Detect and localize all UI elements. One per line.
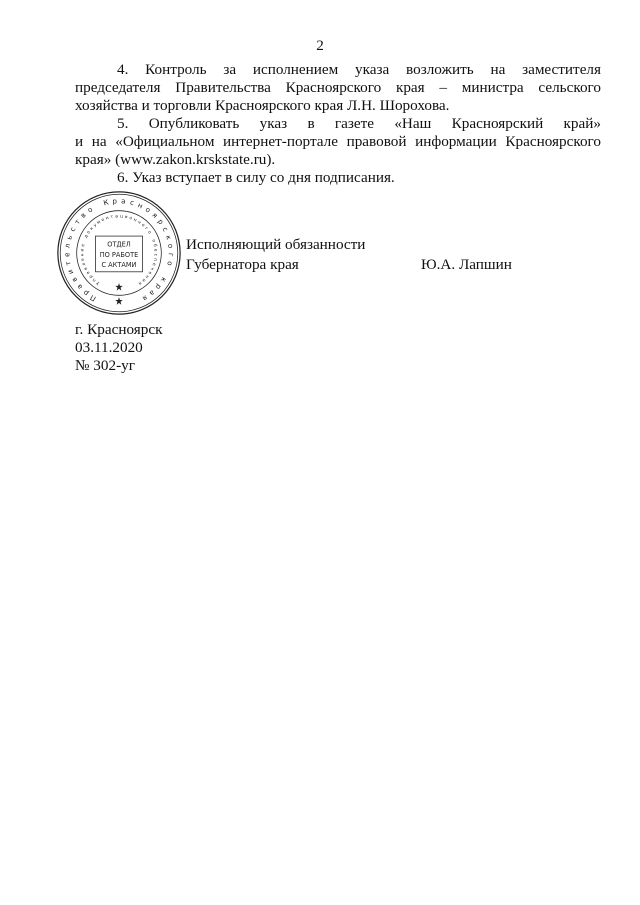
stamp-ring-letter: с: [67, 225, 78, 233]
official-stamp: [56, 190, 182, 316]
stamp-ring-letter: е: [150, 262, 157, 267]
stamp-star-icon: [115, 297, 123, 305]
stamp-ring-letter: ь: [64, 234, 75, 241]
stamp-ring-letter: т: [72, 217, 83, 227]
stamp-ring-letter: с: [152, 253, 158, 257]
stamp-ring-letter: ц: [119, 214, 123, 220]
stamp-ring-letter: ч: [148, 266, 155, 271]
stamp-ring-letter: о: [140, 222, 146, 229]
stamp-ring-letter: л: [81, 261, 88, 267]
stamp-center-line-3: С АКТАМИ: [101, 261, 137, 270]
stamp-ring-letter: е: [152, 248, 158, 252]
stamp-ring-letter: К: [102, 197, 110, 208]
paragraph-5-line-1: 5. Опубликовать указ в газете «Наш Красноярский край»: [117, 115, 601, 132]
stamp-ring-letter: д: [83, 234, 90, 240]
stamp-ring-letter: я: [150, 210, 160, 220]
stamp-ring-letter: н: [136, 219, 142, 226]
stamp-ring-letter: е: [62, 252, 72, 258]
stamp-ring-letter: р: [155, 217, 166, 227]
document-date: 03.11.2020: [75, 339, 143, 356]
stamp-ring-letter: р: [153, 282, 164, 292]
document-number: № 302-уг: [75, 357, 135, 374]
stamp-ring-letter: У: [95, 279, 101, 286]
paragraph-4-line-1: 4. Контроль за исполнением указа возложить на заместителя: [117, 61, 601, 78]
stamp-ring-letter: к: [163, 233, 174, 241]
stamp-ring-letter: е: [100, 217, 106, 224]
stamp-ring-letter: м: [96, 219, 102, 226]
stamp-ring-letter: я: [141, 293, 150, 304]
stamp-ring-letter: о: [146, 230, 152, 236]
stamp-ring-letter: о: [165, 243, 176, 249]
stamp-ring-letter: я: [137, 279, 143, 286]
paragraph-5-line-2: и на «Официальном интернет-портале правовой информации Красноярского: [75, 133, 601, 150]
stamp-ring-letter: п: [91, 276, 98, 283]
paragraph-4-line-3: хозяйства и торговли Красноярского края Л.Н. Шорохова.: [75, 97, 450, 114]
stamp-ring-letter: л: [62, 243, 73, 249]
stamp-center-line-1: ОТДЕЛ: [107, 240, 131, 249]
stamp-ring-letter: а: [147, 288, 157, 299]
stamp-ring-letter: в: [69, 275, 80, 284]
stamp-ring-letter: у: [92, 222, 98, 229]
stamp-ring-letter: г: [166, 252, 176, 257]
stamp-ring-letter: а: [120, 196, 126, 206]
stamp-ring-letter: в: [78, 210, 88, 220]
stamp-ring-letter: н: [136, 200, 145, 211]
page-number: 2: [316, 37, 324, 54]
signatory-title-line-1: Исполняющий обязанности: [186, 236, 366, 253]
signatory-name: Ю.А. Лапшин: [421, 256, 512, 273]
stamp-ring-letter: о: [143, 204, 153, 215]
stamp-ring-letter: П: [88, 292, 98, 304]
stamp-ring-letter: р: [81, 288, 91, 299]
stamp-ring-letter: и: [65, 268, 76, 276]
stamp-ring-letter: р: [88, 273, 95, 279]
stamp-center-line-2: ПО РАБОТЕ: [99, 250, 139, 259]
stamp-ring-letter: о: [85, 204, 95, 215]
stamp-ring-letter: о: [86, 230, 92, 236]
stamp-ring-letter: а: [115, 214, 119, 220]
paragraph-6-line-1: 6. Указ вступает в силу со дня подписания.: [117, 169, 395, 186]
stamp-ring-letter: с: [129, 197, 136, 208]
stamp-ring-letter: и: [80, 248, 86, 252]
stamp-ring-letter: р: [111, 196, 118, 206]
stamp-ring-letter: т: [63, 260, 73, 267]
paragraph-5-line-3: края» (www.zakon.krskstate.ru).: [75, 151, 276, 168]
stamp-ring-letter: с: [160, 225, 171, 233]
stamp-ring-letter: н: [143, 273, 150, 279]
stamp-ring-letter: е: [80, 243, 87, 248]
stamp-ring-letter: о: [150, 238, 156, 244]
stamp-ring-letter: а: [85, 270, 92, 275]
stamp-ring-letter: а: [74, 282, 85, 292]
stamp-ring-letter: и: [124, 214, 128, 221]
paragraph-4-line-2: председателя Правительства Красноярского края – министра сельского: [75, 79, 601, 96]
signatory-title-line-2: Губернатора края: [186, 256, 299, 273]
stamp-ring-letter: е: [146, 270, 153, 275]
stamp-ring-letter: в: [83, 266, 90, 271]
stamp-ring-letter: и: [140, 276, 147, 283]
city: г. Красноярск: [75, 321, 163, 338]
stamp-ring-letter: т: [110, 214, 114, 221]
stamp-ring-letter: г: [143, 226, 149, 232]
stamp-ring-letter: н: [105, 215, 110, 222]
stamp-ring-letter: п: [151, 257, 158, 262]
stamp-ring-letter: б: [151, 243, 158, 248]
stamp-ring-letter: о: [128, 215, 133, 222]
stamp-ring-letter: о: [165, 260, 175, 267]
stamp-ring-letter: н: [132, 217, 138, 224]
stamp-star-icon: [115, 283, 123, 291]
stamp-ring-letter: к: [158, 275, 169, 285]
stamp-ring-letter: е: [80, 257, 87, 262]
stamp-ring-letter: к: [89, 226, 95, 232]
stamp-ring-letter: н: [80, 253, 86, 257]
